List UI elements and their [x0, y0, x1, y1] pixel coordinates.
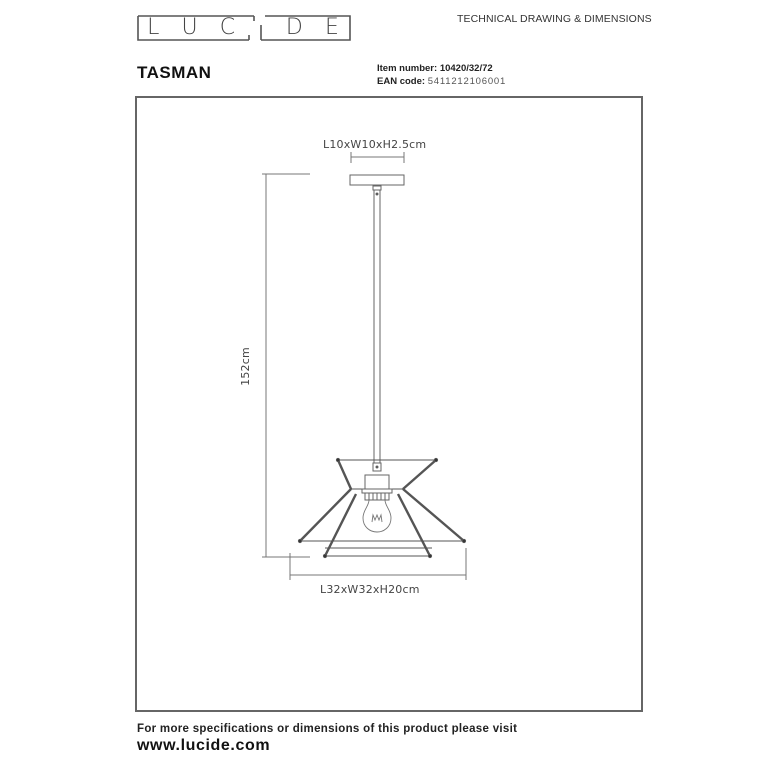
logo-letter: E	[324, 14, 341, 40]
shade-dimensions-label: L32xW32xH20cm	[320, 583, 420, 596]
logo-letter: L	[147, 14, 162, 40]
ean-value: 5411212106001	[427, 76, 507, 87]
light-bulb-icon	[363, 500, 391, 532]
logo-letter: U	[181, 14, 200, 40]
height-dimension-line	[262, 174, 310, 557]
product-name: TASMAN	[137, 63, 212, 82]
website-link[interactable]: www.lucide.com	[137, 737, 271, 754]
total-height-label: 152cm	[238, 347, 252, 386]
ceiling-canopy	[350, 175, 404, 185]
bulb-socket	[362, 475, 392, 500]
lamp-shade	[298, 458, 465, 557]
item-number-value: 10420/32/72	[439, 63, 493, 74]
logo-letter: C	[219, 14, 238, 40]
item-number-label: Item number:	[377, 63, 438, 74]
footer-info-text: For more specifications or dimensions of this product please visit	[137, 723, 518, 735]
shade-dimension-line	[290, 548, 466, 580]
document-type-label: TECHNICAL DRAWING & DIMENSIONS	[457, 13, 652, 25]
logo-letter: D	[285, 14, 305, 40]
canopy-dimensions-label: L10xW10xH2.5cm	[323, 138, 427, 151]
suspension-rod	[373, 185, 381, 471]
canopy-dimension-line	[351, 152, 404, 163]
ean-label: EAN code:	[377, 76, 426, 87]
